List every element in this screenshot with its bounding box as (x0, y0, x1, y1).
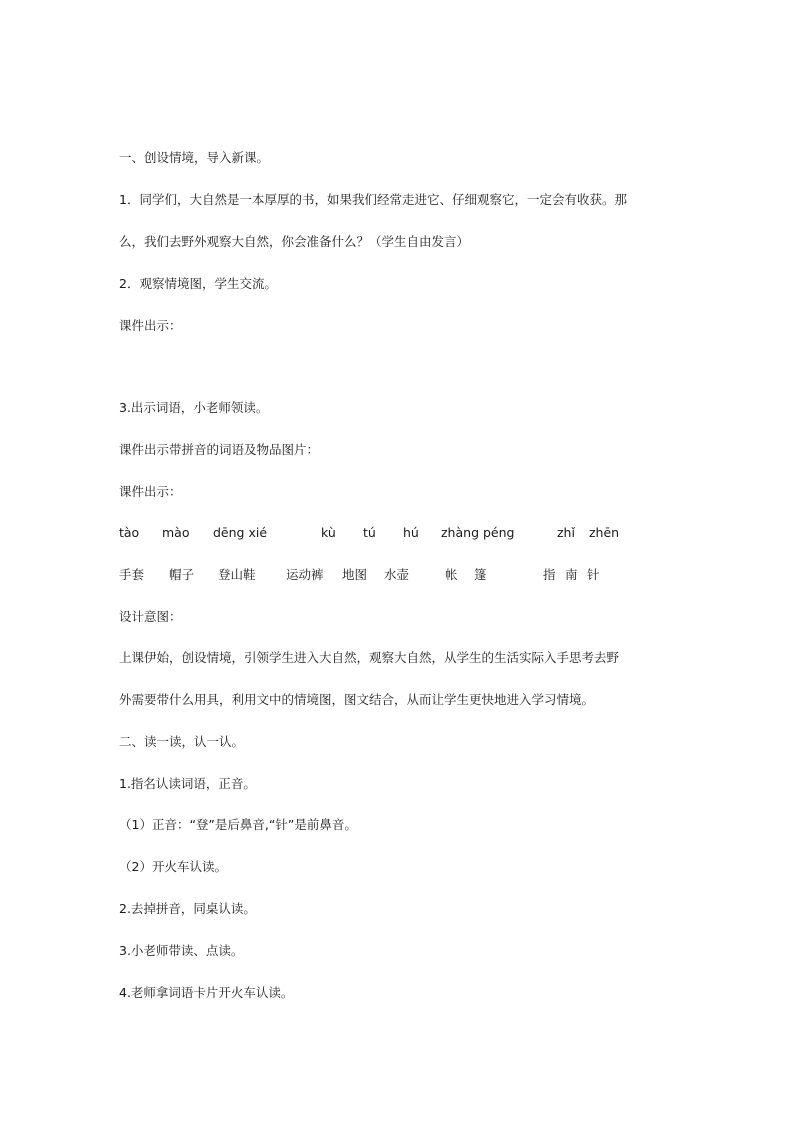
paragraph-line: 么，我们去野外观察大自然，你会准备什么？（学生自由发言） (119, 234, 470, 249)
paragraph-line: 1．同学们，大自然是一本厚厚的书，如果我们经常走进它、仔细观察它，一定会有收获。那 (119, 192, 627, 207)
pinyin-item: zhǐ (557, 525, 575, 540)
paragraph-line: 课件出示带拼音的词语及物品图片： (119, 442, 320, 457)
pinyin-item: kù (321, 525, 336, 540)
pinyin-item: zhēn (589, 525, 620, 540)
word-item: 地图 (342, 567, 368, 582)
paragraph-line: 1.指名认读词语，正音。 (119, 776, 256, 791)
word-item: 指 (543, 567, 556, 582)
word-item: 水壶 (384, 567, 410, 582)
paragraph-line: 3.出示词语，小老师领读。 (119, 400, 269, 415)
paragraph-line: 2.去掉拼音，同桌认读。 (119, 901, 256, 916)
word-item: 登山鞋 (218, 567, 256, 582)
pinyin-item: dēng xié (213, 525, 268, 540)
pinyin-item: hú (403, 525, 419, 540)
paragraph-line: 上课伊始，创设情境，引领学生进入大自然，观察大自然，从学生的生活实际入手思考去野 (119, 650, 620, 665)
pinyin-item: tú (363, 525, 376, 540)
paragraph-line: （2）开火车认读。 (119, 859, 227, 874)
word-item: 帐 (445, 567, 458, 582)
word-item: 南 (565, 567, 578, 582)
section-heading-2: 二、读一读，认一认。 (119, 734, 245, 749)
word-item: 帽子 (169, 567, 195, 582)
paragraph-line: 外需要带什么用具，利用文中的情境图，图文结合，从而让学生更快地进入学习情境。 (119, 692, 595, 707)
paragraph-line: 4.老师拿词语卡片开火车认读。 (119, 985, 294, 1000)
word-item: 运动裤 (286, 567, 324, 582)
paragraph-line: 课件出示： (119, 484, 182, 499)
pinyin-item: zhàng péng (441, 525, 515, 540)
pinyin-item: mào (162, 525, 190, 540)
word-item: 针 (587, 567, 600, 582)
pinyin-item: tào (119, 525, 140, 540)
word-item: 手套 (119, 567, 145, 582)
paragraph-line: 设计意图： (119, 609, 182, 624)
word-item: 篷 (474, 567, 487, 582)
paragraph-line: 2．观察情境图，学生交流。 (119, 276, 277, 291)
section-heading-1: 一、创设情境，导入新课。 (119, 150, 270, 165)
paragraph-line: （1）正音：“登”是后鼻音,“针”是前鼻音。 (119, 817, 357, 832)
paragraph-line: 课件出示： (119, 318, 182, 333)
paragraph-line: 3.小老师带读、点读。 (119, 943, 244, 958)
